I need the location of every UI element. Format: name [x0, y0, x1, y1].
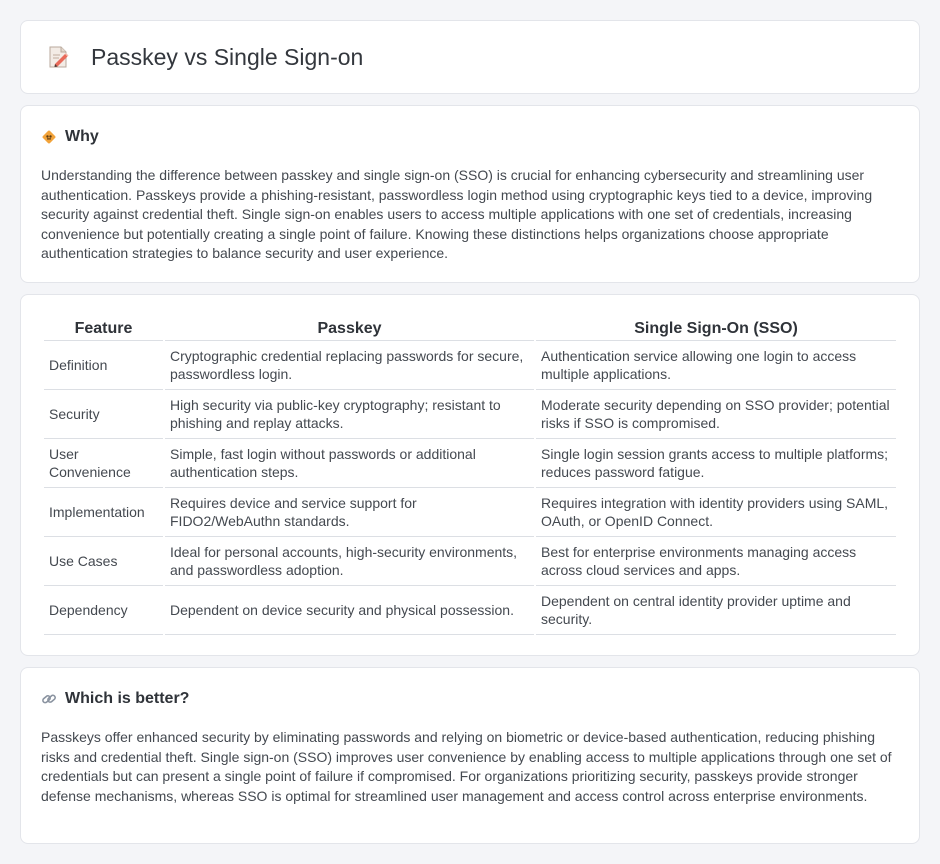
- table-row: [44, 390, 896, 439]
- feature-cell: Definition: [44, 341, 163, 390]
- why-heading-label: Why: [65, 128, 99, 145]
- table-row: [44, 341, 896, 390]
- diamond-sign-icon: [41, 129, 57, 145]
- feature-cell: Use Cases: [44, 537, 163, 586]
- feature-cell: Dependency: [44, 586, 163, 635]
- passkey-cell: Requires device and service support for FIDO2/WebAuthn standards.: [165, 488, 534, 537]
- passkey-cell: Ideal for personal accounts, high-security environments, and passwordless adoption.: [165, 537, 534, 586]
- passkey-cell: Cryptographic credential replacing passwords for secure, passwordless login.: [165, 341, 534, 390]
- header-passkey: Passkey: [165, 315, 534, 341]
- better-text: Passkeys offer enhanced security by eliminating passwords and relying on biometric or device-based authentication, reducing phishing risks and credential theft. Single sign-on (SSO) improves user convenience by enabling access to multiple applications through one set of credentials but can present a single point of failure if compromised. For organizations prioritizing security, passkeys provide stronger defense mechanisms, whereas SSO is optimal for streamlined user management and access control across enterprise environments.: [41, 729, 892, 804]
- why-section: [20, 105, 920, 283]
- better-heading: [41, 690, 899, 708]
- table-row: [44, 488, 896, 537]
- sso-cell: Single login session grants access to multiple platforms; reduces password fatigue.: [536, 439, 896, 488]
- table-row: [44, 537, 896, 586]
- which-is-better-section: [20, 667, 920, 844]
- header-card: [20, 20, 920, 94]
- header-sso: Single Sign-On (SSO): [536, 315, 896, 341]
- passkey-cell: High security via public-key cryptography; resistant to phishing and replay attacks.: [165, 390, 534, 439]
- feature-cell: Implementation: [44, 488, 163, 537]
- comparison-table: [42, 315, 898, 635]
- sso-cell: Authentication service allowing one login to access multiple applications.: [536, 341, 896, 390]
- comparison-section: [20, 294, 920, 656]
- link-icon: [41, 691, 57, 707]
- feature-cell: Security: [44, 390, 163, 439]
- sso-cell: Best for enterprise environments managing access across cloud services and apps.: [536, 537, 896, 586]
- page-title: Passkey vs Single Sign-on: [91, 43, 364, 70]
- table-header-row: [44, 315, 896, 341]
- why-text: Understanding the difference between passkey and single sign-on (SSO) is crucial for enhancing cybersecurity and streamlining user authentication. Passkeys provide a phishing-resistant, passwordless login method using cryptographic keys tied to a device, improving security against credential theft. Single sign-on enables users to access multiple applications with one set of credentials, increasing convenience but potentially creating a single point of failure. Knowing these distinctions helps organizations choose appropriate authentication strategies to balance security and user experience.: [41, 167, 873, 262]
- sso-cell: Dependent on central identity provider uptime and security.: [536, 586, 896, 635]
- table-row: [44, 439, 896, 488]
- better-heading-label: Which is better?: [65, 690, 190, 707]
- document-pencil-icon: [45, 44, 71, 70]
- sso-cell: Moderate security depending on SSO provider; potential risks if SSO is compromised.: [536, 390, 896, 439]
- why-heading: [41, 128, 899, 146]
- feature-cell: User Convenience: [44, 439, 163, 488]
- passkey-cell: Simple, fast login without passwords or additional authentication steps.: [165, 439, 534, 488]
- passkey-cell: Dependent on device security and physical possession.: [165, 586, 534, 635]
- header-feature: Feature: [44, 315, 163, 341]
- table-row: [44, 586, 896, 635]
- sso-cell: Requires integration with identity providers using SAML, OAuth, or OpenID Connect.: [536, 488, 896, 537]
